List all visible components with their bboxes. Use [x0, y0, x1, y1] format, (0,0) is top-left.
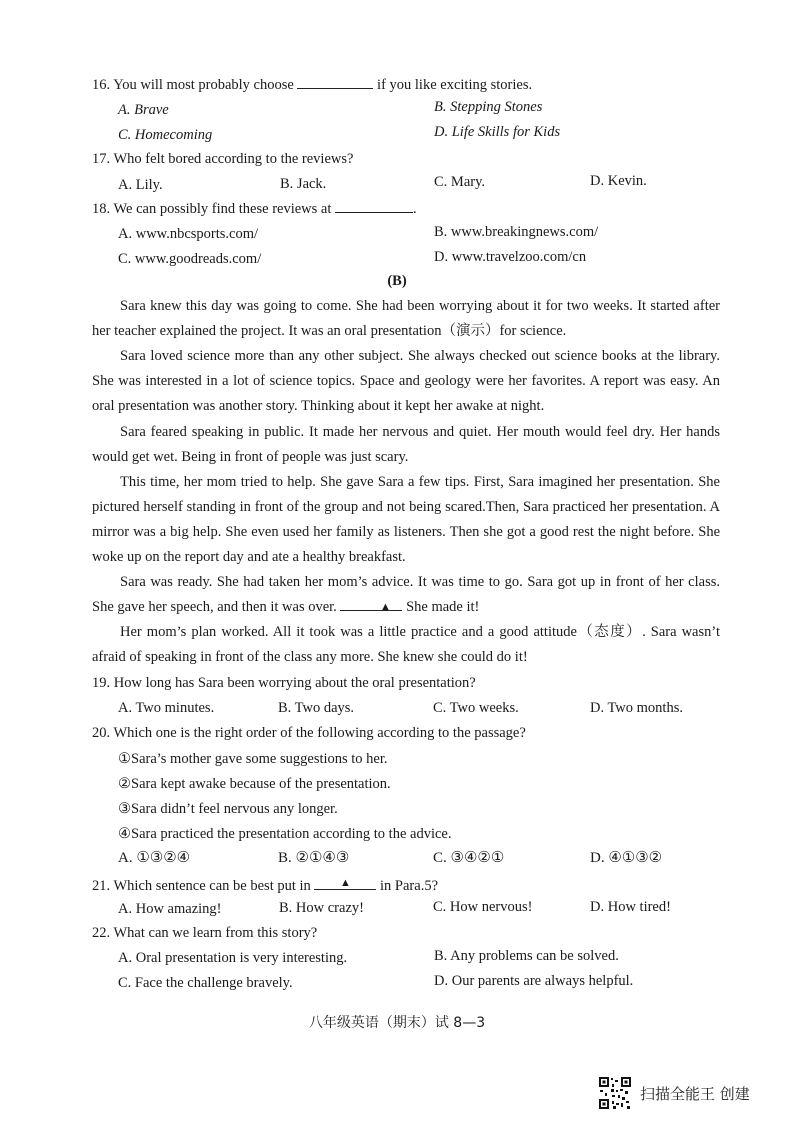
question-16-tail: if you like exciting stories. [373, 77, 533, 93]
answer-blank [297, 76, 373, 89]
q18-option-b: B. www.breakingnews.com/ [434, 224, 599, 240]
passage-paragraph-3: Sara feared speaking in public. It made her nervous and quiet. Her mouth would feel dry. Her hands would get wet. Being in front of people was just scary. [92, 424, 720, 465]
question-17: 17. Who felt bored according to the reviews? [92, 151, 354, 167]
q17-option-b: B. Jack. [280, 176, 327, 192]
q16-option-b: B. Stepping Stones [434, 99, 543, 115]
q21-option-a: A. How amazing! [118, 901, 222, 917]
page-footer: 八年级英语（期末）试 8—3 [308, 1015, 486, 1031]
triangle-blank [314, 875, 376, 890]
question-16 [92, 76, 532, 94]
q17-option-a: A. Lily. [118, 177, 163, 193]
q16-option-c: C. Homecoming [118, 127, 213, 143]
q20-option-b: B. ②①④③ [278, 850, 350, 866]
q22-option-d: D. Our parents are always helpful. [434, 973, 634, 989]
passage-paragraph-5 [92, 570, 720, 620]
paragraph-5-tail: She made it! [402, 599, 480, 615]
q20-option-a: A. ①③②④ [118, 850, 191, 866]
triangle-mark: ▲ [339, 877, 351, 889]
section-b-heading: (B) [387, 273, 407, 289]
q21-option-c: C. How nervous! [433, 899, 533, 915]
q21-option-d: D. How tired! [590, 899, 671, 915]
question-22: 22. What can we learn from this story? [92, 925, 318, 941]
q19-option-b: B. Two days. [278, 700, 355, 716]
q18-option-c: C. www.goodreads.com/ [118, 251, 262, 267]
q16-option-d: D. Life Skills for Kids [434, 124, 561, 140]
q19-option-a: A. Two minutes. [118, 700, 215, 716]
q19-option-c: C. Two weeks. [433, 700, 519, 716]
question-16-text: 16. You will most probably choose [92, 77, 294, 93]
q20-statement-3: ③Sara didn’t feel nervous any longer. [118, 801, 338, 817]
q19-option-d: D. Two months. [590, 700, 683, 716]
q17-option-c: C. Mary. [434, 174, 486, 190]
q22-option-a: A. Oral presentation is very interesting. [118, 950, 348, 966]
q22-option-c: C. Face the challenge bravely. [118, 975, 293, 991]
q17-option-d: D. Kevin. [590, 173, 647, 189]
scanner-watermark: 扫描全能王 创建 [640, 1085, 750, 1103]
passage-paragraph-1: Sara knew this day was going to come. She had been worrying about it for two weeks. It started after her teacher explained the project. It was an oral presentation（演示）for science. [92, 298, 720, 339]
q22-option-b: B. Any problems can be solved. [434, 948, 619, 964]
q16-option-a: A. Brave [118, 102, 169, 118]
paragraph-5-text: Sara was ready. She had taken her mom’s advice. It was time to go. Sara got up in front of her class. She gave her speech, and then it was over. [92, 574, 720, 615]
q18-option-d: D. www.travelzoo.com/cn [434, 249, 587, 265]
question-21-tail: in Para.5? [376, 878, 439, 894]
q20-statement-1: ①Sara’s mother gave some suggestions to her. [118, 751, 388, 767]
q21-option-b: B. How crazy! [279, 900, 364, 916]
passage-paragraph-2: Sara loved science more than any other subject. She always checked out science books at the library. She was interested in a lot of science topics. Space and geology were her favorites. A report was easy. An oral presentation was another story. Thinking about it kept her awake at night. [92, 348, 720, 414]
question-18-tail: . [413, 201, 417, 217]
triangle-blank [340, 596, 402, 611]
question-21-text: 21. Which sentence can be best put in [92, 878, 311, 894]
q20-option-d: D. ④①③② [590, 850, 663, 866]
question-20: 20. Which one is the right order of the following according to the passage? [92, 725, 526, 741]
triangle-mark: ▲ [379, 601, 391, 613]
passage-paragraph-6: Her mom’s plan worked. All it took was a little practice and a good attitude（态度）. Sara wasn’t afraid of speaking in front of the class any more. She knew she could do it! [92, 624, 720, 665]
q20-statement-2: ②Sara kept awake because of the presentation. [118, 776, 391, 792]
q18-option-a: A. www.nbcsports.com/ [118, 226, 259, 242]
qr-code-icon [598, 1076, 632, 1110]
passage-paragraph-4: This time, her mom tried to help. She gave Sara a few tips. First, Sara imagined her presentation. She pictured herself standing in front of the group and not being scared.Then, Sara practiced her presentation. A mirror was a big help. She even used her family as listeners. Then she got a good rest the night before. She woke up on the report day and ate a healthy breakfast. [92, 474, 720, 565]
answer-blank [335, 200, 413, 213]
question-21 [92, 875, 438, 895]
question-19: 19. How long has Sara been worrying about the oral presentation? [92, 675, 476, 691]
q20-statement-4: ④Sara practiced the presentation according to the advice. [118, 826, 452, 842]
q20-option-c: C. ③④②① [433, 850, 505, 866]
question-18-text: 18. We can possibly find these reviews at [92, 201, 332, 217]
question-18 [92, 200, 417, 218]
